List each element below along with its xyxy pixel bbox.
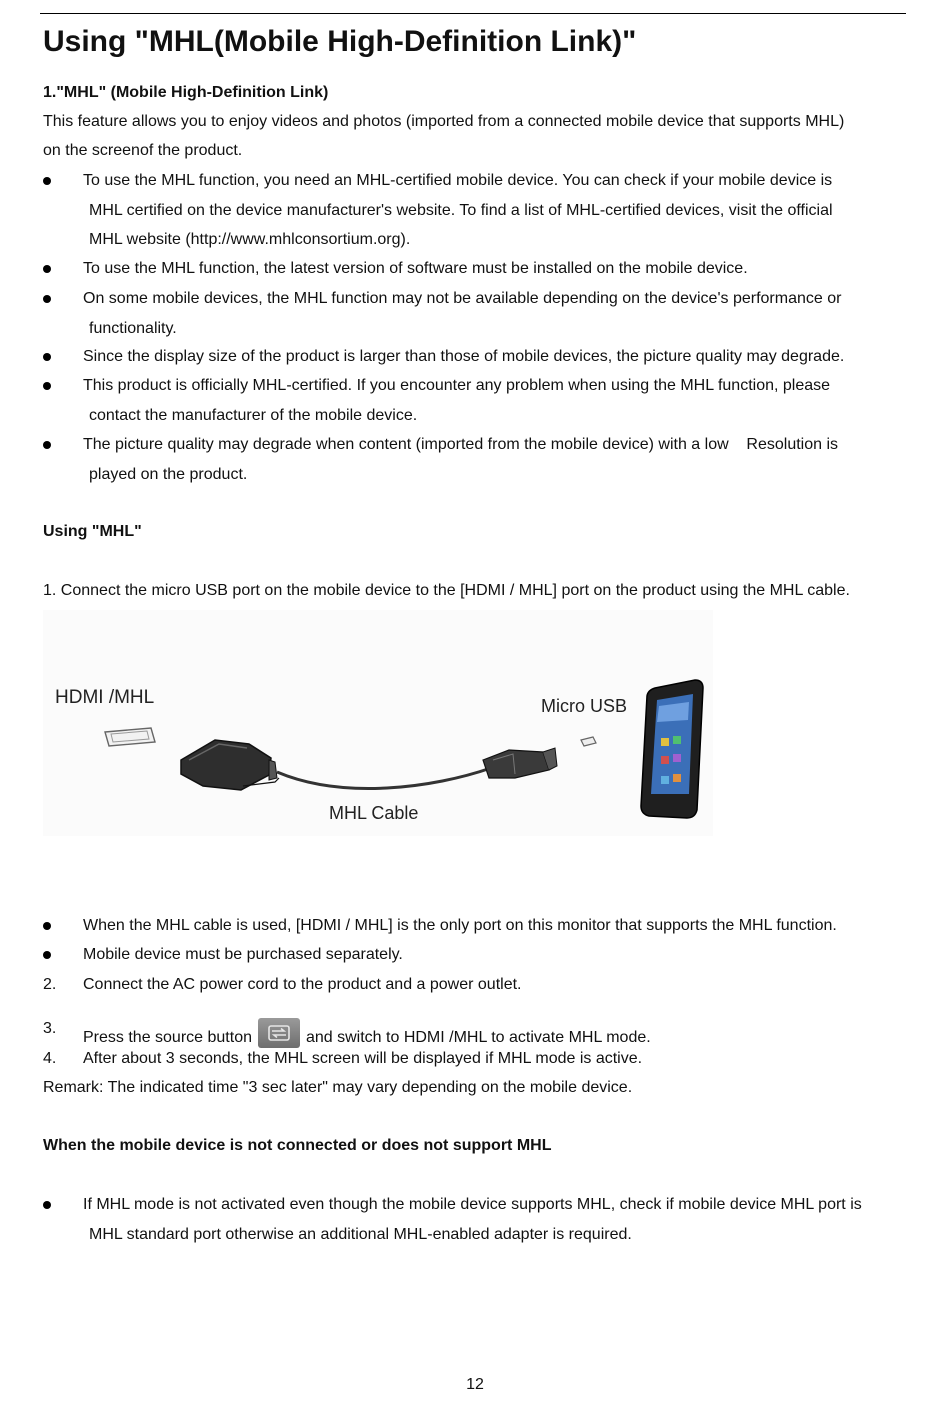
bullet-item: On some mobile devices, the MHL function may not be available depending on the device's performance or functionality. (43, 284, 903, 343)
mhl-cable-line (277, 768, 491, 788)
micro-usb-port-icon (581, 737, 596, 746)
step-4: 4. After about 3 seconds, the MHL screen will be displayed if MHL mode is active. (43, 1050, 643, 1067)
bullet-item: This product is officially MHL-certified. If you encounter any problem when using the MHL function, please contact the manufacturer of the mobile device. (43, 371, 903, 430)
bullet-dot-icon (43, 177, 51, 185)
intro-text-line2: on the screenof the product. (43, 142, 243, 159)
mhl-diagram-illustration (43, 610, 713, 836)
bullet-item: When the MHL cable is used, [HDMI / MHL] is the only port on this monitor that supports the MHL function. (43, 911, 903, 941)
step-3: 3. Press the source button and switch to HDMI /MHL to activate MHL mode. (43, 1020, 651, 1046)
top-rule (40, 13, 906, 14)
hdmi-plug-icon (181, 740, 279, 790)
remark-text: Remark: The indicated time "3 sec later" may vary depending on the mobile device. (43, 1079, 633, 1096)
bullet-item: To use the MHL function, the latest version of software must be installed on the mobile device. (43, 254, 903, 284)
source-button-icon (258, 1018, 300, 1048)
step-2: 2. Connect the AC power cord to the product and a power outlet. (43, 976, 522, 993)
bullet-item: The picture quality may degrade when content (imported from the mobile device) with a low Resolution is played on the product. (43, 430, 903, 489)
section-heading-using-mhl: Using "MHL" (43, 523, 142, 540)
mobile-phone-icon (641, 680, 703, 818)
section-heading-not-connected: When the mobile device is not connected or does not support MHL (43, 1137, 552, 1154)
mhl-cable-label: MHL Cable (329, 803, 419, 823)
bullet-dot-icon (43, 353, 51, 361)
bullet-dot-icon (43, 382, 51, 390)
bullet-item: If MHL mode is not activated even though the mobile device supports MHL, check if mobile device MHL port is MHL standard port otherwise an additional MHL-enabled adapter is required. (43, 1190, 903, 1249)
hdmi-port-icon (105, 728, 155, 746)
bullet-item: Since the display size of the product is larger than those of mobile devices, the picture quality may degrade. (43, 342, 903, 372)
bullet-dot-icon (43, 922, 51, 930)
intro-text-line1: This feature allows you to enjoy videos and photos (imported from a connected mobile device that supports MHL) (43, 113, 845, 130)
section-heading-mhl: 1."MHL" (Mobile High-Definition Link) (43, 84, 329, 101)
bullet-item: To use the MHL function, you need an MHL-certified mobile device. You can check if your mobile device is MHL certified on the device manufacturer's website. To find a list of MHL-certified devices, visit the official MHL website (http://www.mhlconsortium.org). (43, 166, 903, 255)
micro-usb-label: Micro USB (541, 696, 628, 716)
bullet-dot-icon (43, 441, 51, 449)
bullet-dot-icon (43, 265, 51, 273)
bullet-item: Mobile device must be purchased separately. (43, 940, 903, 970)
bullet-dot-icon (43, 295, 51, 303)
bullet-dot-icon (43, 951, 51, 959)
mhl-connection-diagram (43, 610, 713, 836)
micro-usb-plug-icon (483, 748, 557, 778)
hdmi-mhl-label: HDMI /MHL (55, 687, 155, 708)
bullet-dot-icon (43, 1201, 51, 1209)
page-number: 12 (466, 1376, 484, 1393)
page-title: Using "MHL(Mobile High-Definition Link)" (43, 25, 637, 58)
step-1-text: 1. Connect the micro USB port on the mobile device to the [HDMI / MHL] port on the product using the MHL cable. (43, 582, 850, 599)
